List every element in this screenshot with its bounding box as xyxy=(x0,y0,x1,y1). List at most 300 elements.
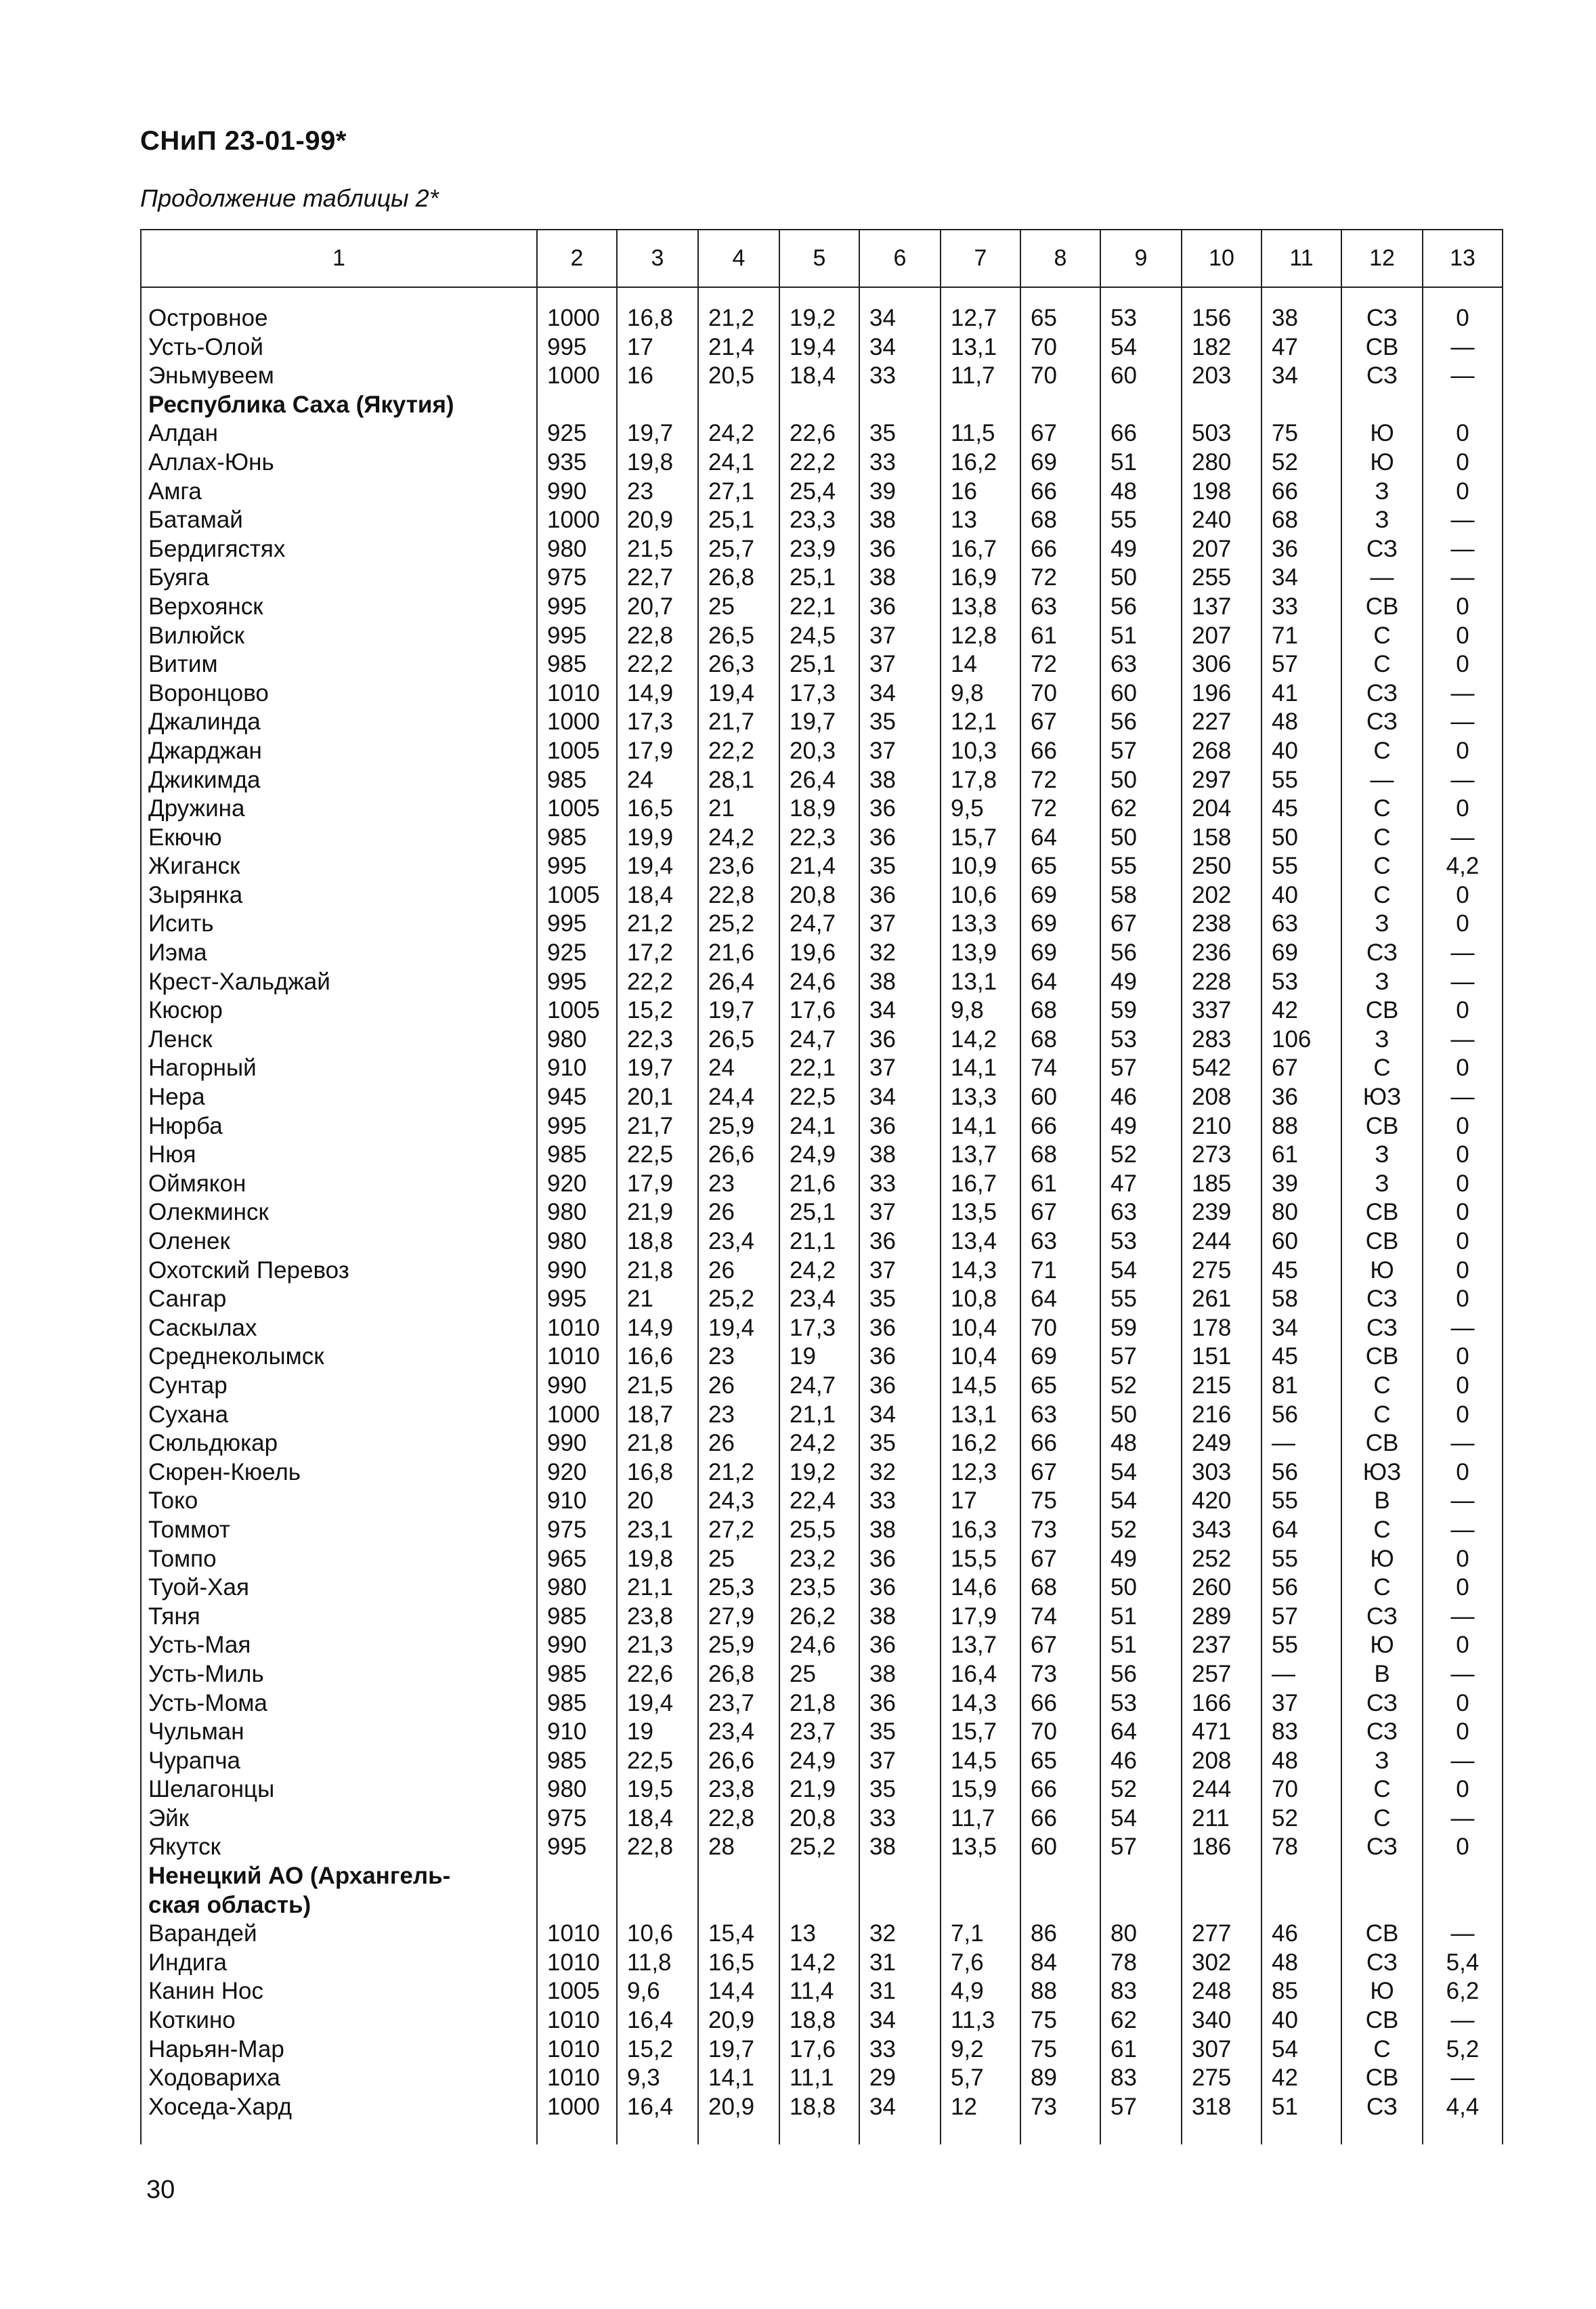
cell-col-12: З xyxy=(1341,1025,1423,1055)
cell-col-9: 57 xyxy=(1100,1833,1182,1862)
station-row xyxy=(141,1747,1503,1776)
cell-col-7: 10,9 xyxy=(941,852,1020,881)
cell-col-9: 53 xyxy=(1100,1025,1182,1055)
cell-col-6: 35 xyxy=(859,1429,941,1458)
cell-col-4: 26,5 xyxy=(698,1025,779,1055)
cell-col-11: 38 xyxy=(1261,304,1341,333)
cell-col-7: 14,5 xyxy=(941,1747,1020,1776)
cell-col-6: 32 xyxy=(859,1920,941,1949)
cell-col-9: 55 xyxy=(1100,506,1182,535)
cell-col-8: 73 xyxy=(1020,2093,1100,2122)
cell-col-11: 55 xyxy=(1261,1631,1341,1660)
cell-col-7: 13,9 xyxy=(941,939,1020,968)
station-row xyxy=(141,2006,1503,2035)
station-row xyxy=(141,1545,1503,1574)
cell-col-7: 13,1 xyxy=(941,1401,1020,1430)
cell-col-10: 178 xyxy=(1182,1314,1261,1343)
region-heading-row xyxy=(141,1862,1503,1891)
cell-col-9: 54 xyxy=(1100,1804,1182,1834)
cell-col-3: 22,8 xyxy=(617,1833,698,1862)
cell-col-8: 72 xyxy=(1020,650,1100,679)
cell-col-7: 16,2 xyxy=(941,448,1020,478)
cell-col-4: 16,5 xyxy=(698,1949,779,1978)
cell-col-9: 64 xyxy=(1100,1718,1182,1747)
cell-col-9: 63 xyxy=(1100,1198,1182,1227)
cell-col-6: 36 xyxy=(859,1689,941,1718)
cell-col-8: 70 xyxy=(1020,679,1100,708)
column-header-2: 2 xyxy=(537,230,617,287)
cell-col-9: 51 xyxy=(1100,448,1182,478)
cell-col-6: 34 xyxy=(859,304,941,333)
cell-col-7: 16,2 xyxy=(941,1429,1020,1458)
cell-col-8: 61 xyxy=(1020,622,1100,651)
cell-col-11: 37 xyxy=(1261,1689,1341,1718)
column-header-5: 5 xyxy=(779,230,859,287)
cell-col-4: 21,2 xyxy=(698,304,779,333)
cell-col-13: — xyxy=(1423,679,1503,708)
empty-cell xyxy=(779,391,859,420)
header-spacer-row xyxy=(141,287,1503,304)
cell-col-3: 20,9 xyxy=(617,506,698,535)
cell-col-3: 21,3 xyxy=(617,1631,698,1660)
cell-col-10: 228 xyxy=(1182,968,1261,997)
cell-col-2: 1010 xyxy=(537,2064,617,2093)
cell-col-13: — xyxy=(1423,2064,1503,2093)
cell-col-7: 9,8 xyxy=(941,679,1020,708)
empty-cell xyxy=(859,2121,941,2144)
station-name: Оленек xyxy=(141,1227,537,1256)
cell-col-3: 22,2 xyxy=(617,968,698,997)
cell-col-10: 277 xyxy=(1182,1920,1261,1949)
cell-col-10: 249 xyxy=(1182,1429,1261,1458)
cell-col-13: — xyxy=(1423,1429,1503,1458)
cell-col-11: 85 xyxy=(1261,1977,1341,2006)
cell-col-4: 24,3 xyxy=(698,1487,779,1516)
station-row xyxy=(141,448,1503,478)
station-name: Джарджан xyxy=(141,737,537,766)
cell-col-3: 18,4 xyxy=(617,1804,698,1834)
cell-col-7: 13,5 xyxy=(941,1833,1020,1862)
cell-col-6: 36 xyxy=(859,1342,941,1372)
cell-col-4: 26,5 xyxy=(698,622,779,651)
cell-col-9: 51 xyxy=(1100,622,1182,651)
cell-col-13: 0 xyxy=(1423,1342,1503,1372)
column-header-3: 3 xyxy=(617,230,698,287)
cell-col-6: 35 xyxy=(859,1775,941,1804)
cell-col-4: 23,7 xyxy=(698,1689,779,1718)
cell-col-3: 21 xyxy=(617,1285,698,1314)
cell-col-4: 25 xyxy=(698,593,779,622)
cell-col-7: 7,6 xyxy=(941,1949,1020,1978)
cell-col-8: 67 xyxy=(1020,1198,1100,1227)
cell-col-7: 7,1 xyxy=(941,1920,1020,1949)
station-row xyxy=(141,419,1503,448)
cell-col-7: 14,6 xyxy=(941,1573,1020,1603)
cell-col-11: 57 xyxy=(1261,1603,1341,1632)
table-header-row xyxy=(141,230,1503,287)
empty-cell xyxy=(1020,391,1100,420)
station-row xyxy=(141,795,1503,824)
station-name: Чурапча xyxy=(141,1747,537,1776)
cell-col-2: 1005 xyxy=(537,996,617,1025)
cell-col-2: 995 xyxy=(537,910,617,939)
cell-col-10: 207 xyxy=(1182,622,1261,651)
cell-col-6: 36 xyxy=(859,1573,941,1603)
empty-cell xyxy=(1182,391,1261,420)
cell-col-13: 0 xyxy=(1423,1833,1503,1862)
station-row xyxy=(141,1516,1503,1545)
cell-col-7: 10,4 xyxy=(941,1314,1020,1343)
cell-col-3: 18,7 xyxy=(617,1401,698,1430)
cell-col-8: 75 xyxy=(1020,1487,1100,1516)
station-name: Среднеколымск xyxy=(141,1342,537,1372)
cell-col-4: 21,2 xyxy=(698,1458,779,1487)
cell-col-8: 74 xyxy=(1020,1603,1100,1632)
cell-col-7: 16 xyxy=(941,478,1020,507)
cell-col-8: 75 xyxy=(1020,2006,1100,2035)
cell-col-13: 0 xyxy=(1423,419,1503,448)
cell-col-5: 21,6 xyxy=(779,1170,859,1199)
cell-col-5: 22,1 xyxy=(779,1054,859,1083)
empty-cell xyxy=(1020,1891,1100,1920)
cell-col-6: 36 xyxy=(859,1314,941,1343)
cell-col-8: 67 xyxy=(1020,708,1100,737)
cell-col-12: ЮЗ xyxy=(1341,1458,1423,1487)
station-name: Шелагонцы xyxy=(141,1775,537,1804)
cell-col-13: — xyxy=(1423,362,1503,391)
cell-col-8: 74 xyxy=(1020,1054,1100,1083)
cell-col-9: 60 xyxy=(1100,362,1182,391)
cell-col-5: 23,9 xyxy=(779,535,859,564)
cell-col-4: 25,2 xyxy=(698,910,779,939)
cell-col-6: 38 xyxy=(859,1516,941,1545)
column-header-10: 10 xyxy=(1182,230,1261,287)
station-name: Воронцово xyxy=(141,679,537,708)
cell-col-6: 38 xyxy=(859,506,941,535)
cell-col-13: 0 xyxy=(1423,737,1503,766)
cell-col-11: 60 xyxy=(1261,1227,1341,1256)
cell-col-9: 50 xyxy=(1100,1401,1182,1430)
cell-col-9: 52 xyxy=(1100,1141,1182,1170)
cell-col-6: 33 xyxy=(859,362,941,391)
cell-col-5: 22,3 xyxy=(779,824,859,853)
empty-cell xyxy=(779,1862,859,1891)
cell-col-6: 38 xyxy=(859,1141,941,1170)
cell-col-10: 210 xyxy=(1182,1112,1261,1141)
cell-col-5: 19,2 xyxy=(779,304,859,333)
cell-col-5: 18,8 xyxy=(779,2093,859,2122)
cell-col-12: СВ xyxy=(1341,2006,1423,2035)
cell-col-5: 18,9 xyxy=(779,795,859,824)
cell-col-9: 53 xyxy=(1100,304,1182,333)
station-row xyxy=(141,1660,1503,1689)
cell-col-9: 83 xyxy=(1100,1977,1182,2006)
cell-col-13: 0 xyxy=(1423,1775,1503,1804)
cell-col-3: 19,4 xyxy=(617,852,698,881)
station-row xyxy=(141,2035,1503,2064)
cell-col-7: 14,1 xyxy=(941,1054,1020,1083)
cell-col-12: СЗ xyxy=(1341,1833,1423,1862)
cell-col-12: СЗ xyxy=(1341,1689,1423,1718)
cell-col-6: 33 xyxy=(859,1487,941,1516)
cell-col-4: 24,2 xyxy=(698,419,779,448)
cell-col-2: 1010 xyxy=(537,1342,617,1372)
cell-col-12: С xyxy=(1341,1573,1423,1603)
cell-col-13: 5,2 xyxy=(1423,2035,1503,2064)
cell-col-9: 52 xyxy=(1100,1516,1182,1545)
cell-col-7: 15,7 xyxy=(941,1718,1020,1747)
cell-col-11: 36 xyxy=(1261,535,1341,564)
cell-col-5: 14,2 xyxy=(779,1949,859,1978)
cell-col-2: 1000 xyxy=(537,362,617,391)
cell-col-13: 4,2 xyxy=(1423,852,1503,881)
cell-col-10: 203 xyxy=(1182,362,1261,391)
cell-col-12: Ю xyxy=(1341,1977,1423,2006)
cell-col-12: СЗ xyxy=(1341,1314,1423,1343)
station-name: Оймякон xyxy=(141,1170,537,1199)
cell-col-13: 0 xyxy=(1423,304,1503,333)
station-row xyxy=(141,1429,1503,1458)
cell-col-7: 10,4 xyxy=(941,1342,1020,1372)
cell-col-3: 16,8 xyxy=(617,1458,698,1487)
cell-col-5: 19,2 xyxy=(779,1458,859,1487)
climate-data-table xyxy=(140,229,1503,2144)
cell-col-11: 88 xyxy=(1261,1112,1341,1141)
cell-col-5: 22,1 xyxy=(779,593,859,622)
station-name: Бердигястях xyxy=(141,535,537,564)
cell-col-13: 0 xyxy=(1423,881,1503,910)
region-heading: Республика Саха (Якутия) xyxy=(141,391,537,420)
cell-col-5: 22,2 xyxy=(779,448,859,478)
cell-col-5: 22,6 xyxy=(779,419,859,448)
station-row xyxy=(141,1083,1503,1112)
cell-col-4: 28 xyxy=(698,1833,779,1862)
cell-col-3: 15,2 xyxy=(617,996,698,1025)
cell-col-7: 11,5 xyxy=(941,419,1020,448)
cell-col-3: 21,9 xyxy=(617,1198,698,1227)
cell-col-6: 32 xyxy=(859,939,941,968)
cell-col-13: 0 xyxy=(1423,650,1503,679)
cell-col-8: 65 xyxy=(1020,1747,1100,1776)
cell-col-7: 15,5 xyxy=(941,1545,1020,1574)
cell-col-12: С xyxy=(1341,622,1423,651)
cell-col-11: 61 xyxy=(1261,1141,1341,1170)
cell-col-5: 17,3 xyxy=(779,1314,859,1343)
cell-col-10: 303 xyxy=(1182,1458,1261,1487)
cell-col-8: 67 xyxy=(1020,1631,1100,1660)
cell-col-7: 13,1 xyxy=(941,968,1020,997)
cell-col-4: 23 xyxy=(698,1170,779,1199)
cell-col-12: СЗ xyxy=(1341,708,1423,737)
cell-col-13: 6,2 xyxy=(1423,1977,1503,2006)
station-row xyxy=(141,1487,1503,1516)
cell-col-9: 80 xyxy=(1100,1920,1182,1949)
station-name: Островное xyxy=(141,304,537,333)
cell-col-11: 63 xyxy=(1261,910,1341,939)
cell-col-2: 920 xyxy=(537,1170,617,1199)
cell-col-12: Ю xyxy=(1341,448,1423,478)
cell-col-7: 13,7 xyxy=(941,1631,1020,1660)
cell-col-9: 54 xyxy=(1100,333,1182,362)
cell-col-4: 25,3 xyxy=(698,1573,779,1603)
cell-col-6: 31 xyxy=(859,1949,941,1978)
empty-cell xyxy=(1423,391,1503,420)
cell-col-6: 36 xyxy=(859,795,941,824)
station-name: Индига xyxy=(141,1949,537,1978)
cell-col-6: 37 xyxy=(859,910,941,939)
station-name: Саскылах xyxy=(141,1314,537,1343)
cell-col-4: 23,8 xyxy=(698,1775,779,1804)
cell-col-10: 208 xyxy=(1182,1747,1261,1776)
cell-col-13: — xyxy=(1423,1747,1503,1776)
station-row xyxy=(141,1949,1503,1978)
station-name: Зырянка xyxy=(141,881,537,910)
cell-col-10: 302 xyxy=(1182,1949,1261,1978)
cell-col-6: 34 xyxy=(859,333,941,362)
station-name: Хоседа-Хард xyxy=(141,2093,537,2122)
station-row xyxy=(141,1170,1503,1199)
cell-col-9: 55 xyxy=(1100,852,1182,881)
cell-col-4: 14,1 xyxy=(698,2064,779,2093)
cell-col-5: 17,3 xyxy=(779,679,859,708)
cell-col-10: 158 xyxy=(1182,824,1261,853)
cell-col-9: 78 xyxy=(1100,1949,1182,1978)
region-heading: ская область) xyxy=(141,1891,537,1920)
cell-col-7: 15,7 xyxy=(941,824,1020,853)
cell-col-2: 995 xyxy=(537,622,617,651)
station-name: Исить xyxy=(141,910,537,939)
cell-col-3: 19,4 xyxy=(617,1689,698,1718)
cell-col-11: 40 xyxy=(1261,2006,1341,2035)
cell-col-7: 11,7 xyxy=(941,362,1020,391)
station-row xyxy=(141,1977,1503,2006)
cell-col-9: 56 xyxy=(1100,593,1182,622)
cell-col-10: 306 xyxy=(1182,650,1261,679)
cell-col-2: 1005 xyxy=(537,881,617,910)
cell-col-2: 910 xyxy=(537,1718,617,1747)
cell-col-10: 137 xyxy=(1182,593,1261,622)
station-name: Витим xyxy=(141,650,537,679)
cell-col-5: 24,7 xyxy=(779,1372,859,1401)
cell-col-5: 24,9 xyxy=(779,1747,859,1776)
station-name: Дружина xyxy=(141,795,537,824)
cell-col-8: 65 xyxy=(1020,1372,1100,1401)
cell-col-4: 23 xyxy=(698,1401,779,1430)
cell-col-9: 50 xyxy=(1100,564,1182,593)
cell-col-10: 318 xyxy=(1182,2093,1261,2122)
cell-col-8: 89 xyxy=(1020,2064,1100,2093)
cell-col-3: 21,5 xyxy=(617,1372,698,1401)
cell-col-3: 16,4 xyxy=(617,2006,698,2035)
cell-col-7: 12,1 xyxy=(941,708,1020,737)
cell-col-2: 985 xyxy=(537,1603,617,1632)
cell-col-5: 25,5 xyxy=(779,1516,859,1545)
station-name: Нарьян-Мар xyxy=(141,2035,537,2064)
cell-col-6: 36 xyxy=(859,881,941,910)
cell-col-11: 75 xyxy=(1261,419,1341,448)
cell-col-2: 1010 xyxy=(537,679,617,708)
cell-col-13: — xyxy=(1423,939,1503,968)
station-row xyxy=(141,362,1503,391)
cell-col-10: 215 xyxy=(1182,1372,1261,1401)
station-row xyxy=(141,1227,1503,1256)
column-header-1: 1 xyxy=(141,230,537,287)
cell-col-6: 37 xyxy=(859,1747,941,1776)
station-name: Токо xyxy=(141,1487,537,1516)
cell-col-7: 9,8 xyxy=(941,996,1020,1025)
cell-col-10: 252 xyxy=(1182,1545,1261,1574)
cell-col-9: 47 xyxy=(1100,1170,1182,1199)
cell-col-11: 39 xyxy=(1261,1170,1341,1199)
cell-col-3: 10,6 xyxy=(617,1920,698,1949)
cell-col-2: 965 xyxy=(537,1545,617,1574)
station-name: Эньмувеем xyxy=(141,362,537,391)
cell-col-2: 1010 xyxy=(537,2035,617,2064)
station-name: Усть-Мома xyxy=(141,1689,537,1718)
column-header-13: 13 xyxy=(1423,230,1503,287)
station-row xyxy=(141,1314,1503,1343)
station-row xyxy=(141,535,1503,564)
cell-col-11: 45 xyxy=(1261,1342,1341,1372)
cell-col-2: 995 xyxy=(537,1112,617,1141)
cell-col-6: 29 xyxy=(859,2064,941,2093)
cell-col-12: С xyxy=(1341,881,1423,910)
cell-col-8: 64 xyxy=(1020,1285,1100,1314)
cell-col-7: 12 xyxy=(941,2093,1020,2122)
cell-col-2: 985 xyxy=(537,824,617,853)
cell-col-5: 23,2 xyxy=(779,1545,859,1574)
cell-col-8: 84 xyxy=(1020,1949,1100,1978)
empty-cell xyxy=(1182,1891,1261,1920)
station-row xyxy=(141,1804,1503,1834)
cell-col-7: 14 xyxy=(941,650,1020,679)
cell-col-8: 72 xyxy=(1020,564,1100,593)
cell-col-3: 18,4 xyxy=(617,881,698,910)
cell-col-13: 0 xyxy=(1423,1458,1503,1487)
cell-col-12: Ю xyxy=(1341,1256,1423,1286)
cell-col-3: 16,4 xyxy=(617,2093,698,2122)
cell-col-5: 23,4 xyxy=(779,1285,859,1314)
cell-col-7: 12,3 xyxy=(941,1458,1020,1487)
station-row xyxy=(141,766,1503,795)
cell-col-12: В xyxy=(1341,1487,1423,1516)
cell-col-12: З xyxy=(1341,478,1423,507)
cell-col-11: 68 xyxy=(1261,506,1341,535)
cell-col-9: 49 xyxy=(1100,1112,1182,1141)
cell-col-7: 14,2 xyxy=(941,1025,1020,1055)
cell-col-11: 55 xyxy=(1261,852,1341,881)
cell-col-12: С xyxy=(1341,650,1423,679)
cell-col-10: 255 xyxy=(1182,564,1261,593)
cell-col-11: 34 xyxy=(1261,362,1341,391)
cell-col-9: 49 xyxy=(1100,535,1182,564)
station-row xyxy=(141,506,1503,535)
cell-col-12: СВ xyxy=(1341,333,1423,362)
cell-col-2: 995 xyxy=(537,593,617,622)
cell-col-10: 283 xyxy=(1182,1025,1261,1055)
cell-col-2: 1000 xyxy=(537,1401,617,1430)
cell-col-12: СВ xyxy=(1341,996,1423,1025)
cell-col-10: 280 xyxy=(1182,448,1261,478)
cell-col-11: 71 xyxy=(1261,622,1341,651)
cell-col-5: 13 xyxy=(779,1920,859,1949)
cell-col-6: 33 xyxy=(859,448,941,478)
cell-col-5: 19,7 xyxy=(779,708,859,737)
cell-col-4: 25,9 xyxy=(698,1112,779,1141)
cell-col-4: 23,4 xyxy=(698,1227,779,1256)
cell-col-5: 24,5 xyxy=(779,622,859,651)
station-name: Джикимда xyxy=(141,766,537,795)
